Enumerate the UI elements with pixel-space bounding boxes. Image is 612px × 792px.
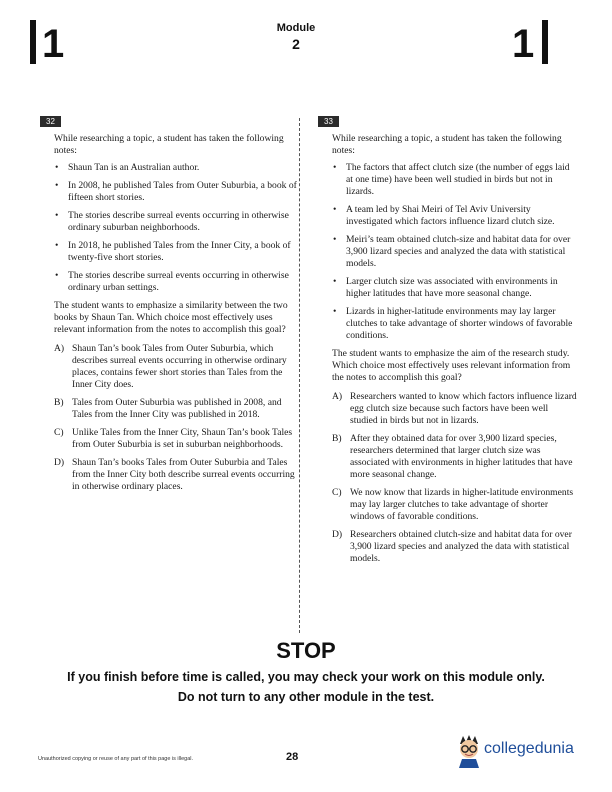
choice-text: Shaun Tan’s books Tales from Outer Suburbia and Tales from the Inner City both describe surreal events occurring in otherwise ordinary places.	[72, 457, 295, 492]
question-number: 33	[318, 116, 339, 127]
notes-list	[54, 162, 300, 294]
answer-choice-d[interactable]	[332, 529, 578, 565]
answer-choice-b[interactable]	[332, 433, 578, 481]
choice-text: Tales from Outer Suburbia was published in 2008, and Tales from the Inner City was published in 2018.	[72, 397, 282, 420]
choice-letter: A)	[332, 391, 343, 402]
left-header-bar	[30, 20, 36, 64]
choice-text: We now know that lizards in higher-latitude environments may lay larger clutches to take advantage of shorter windows of favorable conditions.	[350, 487, 574, 522]
answer-choice-b[interactable]	[54, 397, 300, 421]
choice-letter: B)	[54, 397, 64, 408]
question-number: 32	[40, 116, 61, 127]
answer-choice-a[interactable]	[54, 343, 300, 391]
choice-text: Shaun Tan’s book Tales from Outer Suburbia, which describes surreal events occurring in otherwise ordinary places, contains fewer short stories than Tales from the Inner City does.	[72, 343, 287, 390]
column-divider	[299, 118, 300, 633]
choice-letter: C)	[54, 427, 64, 438]
right-section-number: 1	[512, 22, 535, 66]
choice-letter: D)	[332, 529, 343, 540]
note-item: • The stories describe surreal events occurring in otherwise ordinary suburban neighborhoods.	[66, 210, 300, 234]
copyright-notice: Unauthorized copying or reuse of any part of this page is illegal.	[38, 756, 194, 762]
answer-choice-c[interactable]	[54, 427, 300, 451]
stop-heading: STOP	[276, 638, 336, 663]
question-intro: While researching a topic, a student has taken the following notes:	[332, 133, 562, 156]
choice-text: Unlike Tales from the Inner City, Shaun Tan’s book Tales from Outer Suburbia is set in suburban neighborhoods.	[72, 427, 293, 450]
question-33	[318, 116, 578, 571]
note-item: • The factors that affect clutch size (the number of eggs laid at one time) have been well studied in birds but not in lizards.	[344, 162, 578, 198]
note-item: • In 2018, he published Tales from the Inner City, a book of twenty-five short stories.	[66, 240, 300, 264]
choice-letter: B)	[332, 433, 342, 444]
choice-letter: D)	[54, 457, 65, 468]
note-item: • The stories describe surreal events occurring in otherwise ordinary urban settings.	[66, 270, 300, 294]
right-header-bar	[542, 20, 548, 64]
brand-logo[interactable]	[454, 734, 594, 768]
page-number: 28	[286, 751, 299, 763]
choice-letter: A)	[54, 343, 65, 354]
brand-name: collegedunia	[484, 740, 574, 757]
module-label: Module	[276, 22, 316, 34]
answer-choice-d[interactable]	[54, 457, 300, 493]
choice-text: Researchers obtained clutch-size and habitat data for over 3,900 lizard species and analyzed the data with statistical models.	[350, 529, 572, 564]
student-mascot-icon	[454, 734, 484, 768]
note-item: • A team led by Shai Meiri of Tel Aviv University investigated which factors influence lizard clutch size.	[344, 204, 578, 228]
answer-choice-a[interactable]	[332, 391, 578, 427]
answer-choice-c[interactable]	[332, 487, 578, 523]
question-intro: While researching a topic, a student has taken the following notes:	[54, 133, 284, 156]
note-item: • Shaun Tan is an Australian author.	[66, 162, 300, 174]
stop-instruction-2: Do not turn to any other module in the test.	[177, 690, 435, 704]
notes-list	[332, 162, 578, 342]
question-32	[40, 116, 300, 499]
module-indicator	[264, 22, 328, 64]
choice-text: After they obtained data for over 3,900 lizard species, researchers determined that larger clutch size was associated with environments in higher latitudes that have more seasonal change.	[350, 433, 573, 480]
stop-instruction-1: If you finish before time is called, you may check your work on this module only.	[67, 670, 545, 684]
choice-letter: C)	[332, 487, 342, 498]
note-item: • In 2008, he published Tales from Outer Suburbia, a book of fifteen short stories.	[66, 180, 300, 204]
note-item: • Larger clutch size was associated with environments in higher latitudes that have more seasonal change.	[344, 276, 578, 300]
question-prompt: The student wants to emphasize a similarity between the two books by Shaun Tan. Which choice most effectively uses relevant information from the notes to accomplish this goal?	[54, 300, 288, 335]
question-prompt: The student wants to emphasize the aim of the research study. Which choice most effectively uses relevant information from the notes to accomplish this goal?	[332, 348, 571, 383]
module-number: 2	[292, 36, 300, 52]
note-item: • Meiri’s team obtained clutch-size and habitat data for over 3,900 lizard species and analyzed the data with statistical models.	[344, 234, 578, 270]
choice-text: Researchers wanted to know which factors influence lizard egg clutch size because such factors have been well studied in birds but not in lizards.	[350, 391, 577, 426]
left-section-number: 1	[42, 22, 65, 66]
note-item: • Lizards in higher-latitude environments may lay larger clutches to take advantage of shorter windows of favorable conditions.	[344, 306, 578, 342]
